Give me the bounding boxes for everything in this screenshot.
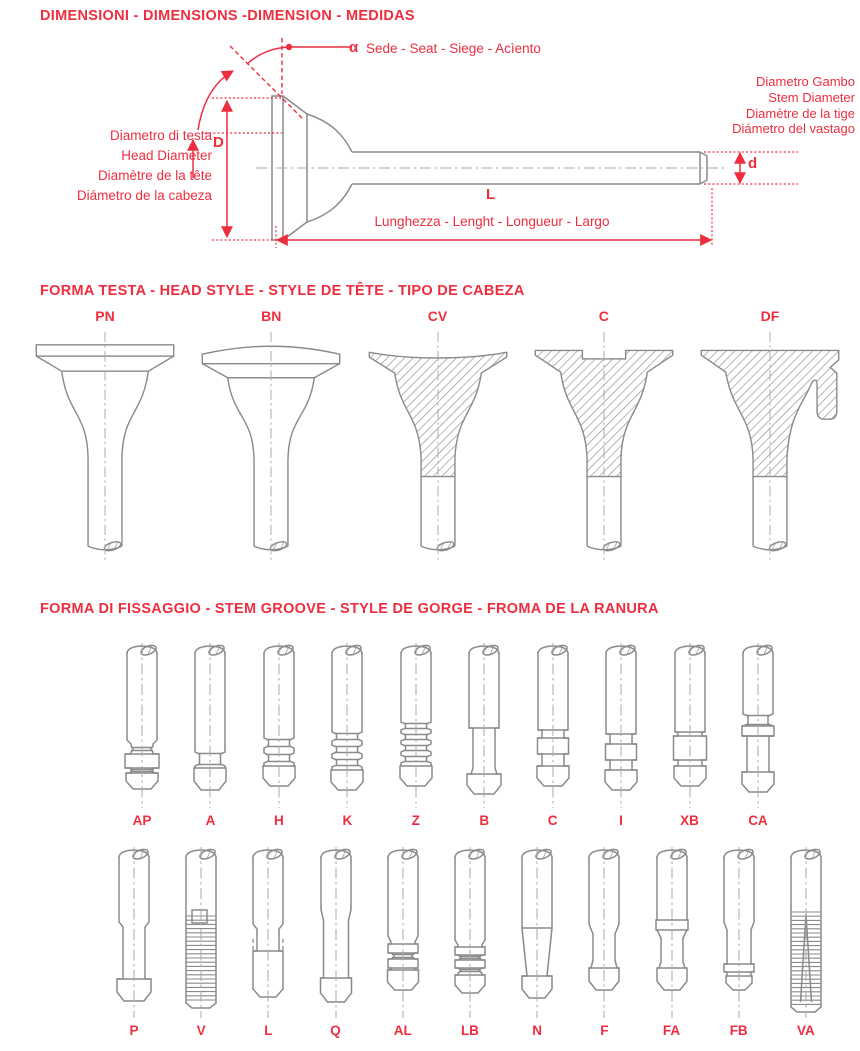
head-style-figure-bn-label: BN (261, 308, 282, 324)
stem-groove-figure-l (238, 846, 298, 1038)
stem-groove-row-2 (104, 846, 836, 1038)
stem-groove-figure-q (306, 846, 366, 1038)
stem-groove-figure-b-label: B (479, 813, 490, 828)
head-style-figure-df (690, 308, 850, 576)
head-style-drawing (191, 326, 351, 576)
head-style-figure-df-label: DF (760, 308, 780, 324)
stem-groove-drawing (728, 642, 788, 810)
head-diameter-line: Head Diameter (121, 148, 212, 163)
head-diameter-line: Diámetro de la cabeza (76, 188, 212, 203)
head-style-drawing (358, 326, 518, 576)
stem-groove-figure-xb-label: XB (680, 813, 699, 828)
stem-diameter-line: Stem Diameter (768, 89, 855, 105)
stem-groove-drawing (523, 642, 583, 810)
stem-groove-figure-a (180, 642, 240, 828)
stem-groove-figure-va (776, 846, 836, 1038)
stem-groove-figure-va-label: VA (796, 1023, 815, 1038)
head-style-section-title: FORMA TESTA - HEAD STYLE - STYLE DE TÊTE - TIPO DE CABEZA (40, 283, 525, 299)
stem-groove-figure-h-label: H (274, 813, 284, 828)
stem-groove-figure-c-label: C (547, 813, 558, 828)
stem-groove-figure-z (386, 642, 446, 828)
stem-groove-drawing (180, 642, 240, 810)
length-symbol: L (486, 186, 496, 203)
stem-groove-figure-xb (660, 642, 720, 828)
stem-groove-figure-al (373, 846, 433, 1038)
stem-groove-drawing (171, 846, 231, 1020)
head-style-drawing (524, 326, 684, 576)
head-diameter-labels (0, 126, 212, 206)
stem-groove-figure-al-label: AL (393, 1023, 412, 1038)
stem-groove-figure-n-label: N (532, 1023, 542, 1038)
stem-groove-drawing (238, 846, 298, 1020)
length-label: Lunghezza - Lenght - Longueur - Largo (374, 214, 610, 229)
head-diameter-line: Diametro di testa (109, 128, 212, 143)
head-style-figure-pn-label: PN (95, 308, 115, 324)
stem-diameter-line: Diámetro del vastago (732, 121, 855, 137)
stem-groove-figure-k-label: K (342, 813, 353, 828)
stem-groove-drawing (440, 846, 500, 1020)
stem-diameter-labels (605, 74, 855, 137)
seat-angle-line (230, 46, 304, 120)
stem-diameter-symbol: d (748, 155, 758, 172)
head-style-figure-cv (358, 308, 518, 576)
stem-groove-drawing (591, 642, 651, 810)
head-style-row (25, 308, 850, 576)
head-style-figure-pn (25, 308, 185, 576)
stem-groove-drawing (574, 846, 634, 1020)
stem-groove-drawing (709, 846, 769, 1020)
stem-groove-drawing (660, 642, 720, 810)
head-diameter-symbol: D (213, 134, 224, 151)
stem-groove-drawing (317, 642, 377, 810)
stem-groove-drawing (249, 642, 309, 810)
stem-groove-figure-fb-label: FB (729, 1023, 748, 1038)
stem-groove-figure-k (317, 642, 377, 828)
stem-groove-drawing (386, 642, 446, 810)
seat-label: Sede - Seat - Siege - Acìento (366, 41, 541, 56)
stem-groove-figure-h (249, 642, 309, 828)
stem-groove-figure-ca (728, 642, 788, 828)
stem-groove-figure-l-label: L (264, 1023, 273, 1038)
stem-groove-drawing (776, 846, 836, 1020)
stem-groove-figure-i (591, 642, 651, 828)
stem-groove-figure-a-label: A (205, 813, 216, 828)
seat-leader-line (247, 47, 352, 64)
stem-groove-drawing (104, 846, 164, 1020)
stem-groove-drawing (642, 846, 702, 1020)
stem-diameter-line: Diamètre de la tige (745, 105, 855, 121)
seat-leader-dot (286, 44, 292, 50)
stem-groove-figure-c (523, 642, 583, 828)
stem-groove-figure-fa (642, 846, 702, 1038)
stem-groove-figure-v (171, 846, 231, 1038)
stem-groove-figure-lb-label: LB (460, 1023, 479, 1038)
stem-groove-figure-f-label: F (600, 1023, 609, 1038)
head-style-figure-cv-label: CV (427, 308, 448, 324)
dimensions-section-title: DIMENSIONI - DIMENSIONS -DIMENSION - MEDIDAS (40, 8, 415, 24)
stem-groove-figure-n (507, 846, 567, 1038)
head-style-drawing (690, 326, 850, 576)
stem-groove-section-title: FORMA DI FISSAGGIO - STEM GROOVE - STYLE DE GORGE - FROMA DE LA RANURA (40, 601, 659, 617)
stem-groove-figure-p-label: P (129, 1023, 139, 1038)
head-style-figure-c (524, 308, 684, 576)
stem-diameter-line: Diametro Gambo (756, 74, 855, 89)
stem-groove-drawing (112, 642, 172, 810)
head-style-drawing (25, 326, 185, 576)
stem-groove-figure-z-label: Z (411, 813, 420, 828)
stem-groove-figure-q-label: Q (330, 1023, 341, 1038)
stem-groove-figure-f (574, 846, 634, 1038)
stem-groove-figure-p (104, 846, 164, 1038)
stem-groove-drawing (373, 846, 433, 1020)
stem-groove-figure-v-label: V (196, 1023, 206, 1038)
stem-groove-drawing (306, 846, 366, 1020)
stem-groove-drawing (507, 846, 567, 1020)
stem-groove-figure-b (454, 642, 514, 828)
stem-groove-figure-ap-label: AP (132, 813, 152, 828)
stem-groove-figure-lb (440, 846, 500, 1038)
stem-groove-figure-fb (709, 846, 769, 1038)
stem-groove-figure-ca-label: CA (748, 813, 768, 828)
stem-groove-row-1 (112, 642, 788, 828)
seat-angle-symbol: α (349, 39, 359, 56)
head-style-figure-bn (191, 308, 351, 576)
head-style-figure-c-label: C (598, 308, 609, 324)
stem-groove-drawing (454, 642, 514, 810)
stem-groove-figure-fa-label: FA (662, 1023, 681, 1038)
head-diameter-line: Diamètre de la tête (97, 168, 212, 183)
stem-groove-figure-ap (112, 642, 172, 828)
stem-groove-figure-i-label: I (619, 813, 623, 828)
